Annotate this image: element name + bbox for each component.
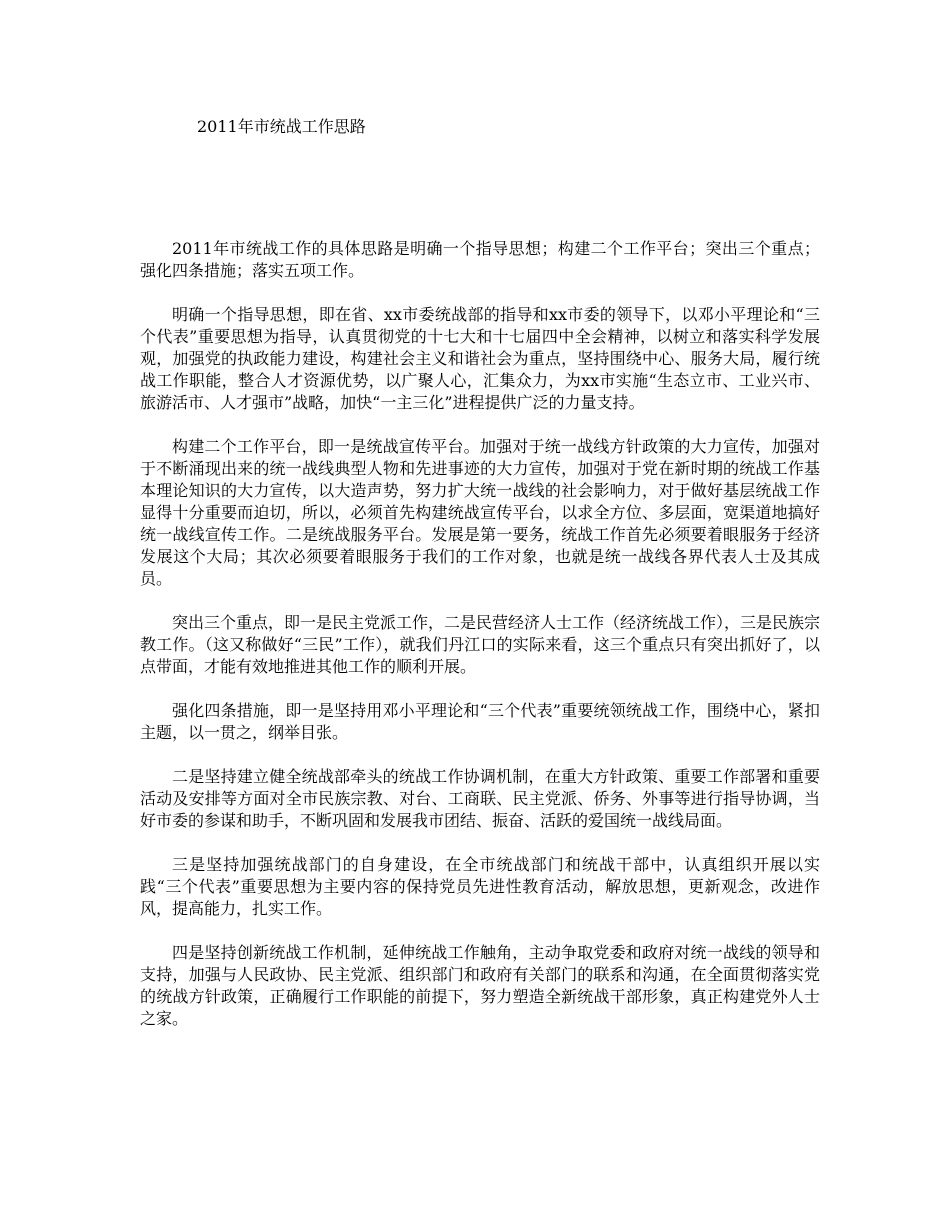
paragraph-work-platforms: 构建二个工作平台，即一是统战宣传平台。加强对于统一战线方针政策的大力宣传，加强对于不断涌现出来的统一战线典型人物和先进事迹的大力宣传，加强对于党在新时期的统战工作基本理论知识的大力宣传，以大造声势，努力扩大统一战线的社会影响力，对于做好基层统战工作显得十分重要而迫切，所以，必须首先构建统战宣传平台，以求全方位、多层面，宽渠道地搞好统一战线宣传工作。二是统战服务平台。发展是第一要务，统战工作首先必须要着眼服务于经济发展这个大局；其次必须要着眼服务于我们的工作对象，也就是统一战线各界代表人士及其成员。	[140, 437, 820, 588]
paragraph-measure-two: 二是坚持建立健全统战部牵头的统战工作协调机制，在重大方针政策、重要工作部署和重要活动及安排等方面对全市民族宗教、对台、工商联、民主党派、侨务、外事等进行指导协调，当好市委的参谋和助手，不断巩固和发展我市团结、振奋、活跃的爱国统一战线局面。	[140, 767, 820, 830]
paragraph-overview: 2011年市统战工作的具体思路是明确一个指导思想；构建二个工作平台；突出三个重点；强化四条措施；落实五项工作。	[140, 239, 820, 280]
paragraph-three-priorities: 突出三个重点，即一是民主党派工作，二是民营经济人士工作（经济统战工作），三是民族宗教工作。（这又称做好“三民”工作），就我们丹江口的实际来看，这三个重点只有突出抓好了，以点带面，才能有效地推进其他工作的顺利开展。	[140, 613, 821, 676]
paragraph-measure-one: 强化四条措施，即一是坚持用邓小平理论和“三个代表”重要统领统战工作，围绕中心，紧扣主题，以一贯之，纲举目张。	[140, 701, 820, 742]
document-title: 2011年市统战工作思路	[197, 117, 366, 136]
paragraph-guiding-thought: 明确一个指导思想，即在省、xx市委统战部的指导和xx市委的领导下，以邓小平理论和“三个代表”重要思想为指导，认真贯彻党的十七大和十七届四中全会精神，以树立和落实科学发展观，加强党的执政能力建设，构建社会主义和谐社会为重点，坚持围绕中心、服务大局，履行统战工作职能，整合人才资源优势，以广聚人心，汇集众力，为xx市实施“生态立市、工业兴市、旅游活市、人才强市”战略，加快“一主三化”进程提供广泛的力量支持。	[140, 305, 820, 412]
paragraph-measure-three: 三是坚持加强统战部门的自身建设，在全市统战部门和统战干部中，认真组织开展以实践“三个代表”重要思想为主要内容的保持党员先进性教育活动，解放思想，更新观念，改进作风，提高能力，扎实工作。	[140, 855, 820, 918]
document-body	[140, 238, 820, 1052]
paragraph-measure-four: 四是坚持创新统战工作机制，延伸统战工作触角，主动争取党委和政府对统一战线的领导和支持，加强与人民政协、民主党派、组织部门和政府有关部门的联系和沟通，在全面贯彻落实党的统战方针政策，正确履行工作职能的前提下，努力塑造全新统战干部形象，真正构建党外人士之家。	[140, 943, 820, 1028]
